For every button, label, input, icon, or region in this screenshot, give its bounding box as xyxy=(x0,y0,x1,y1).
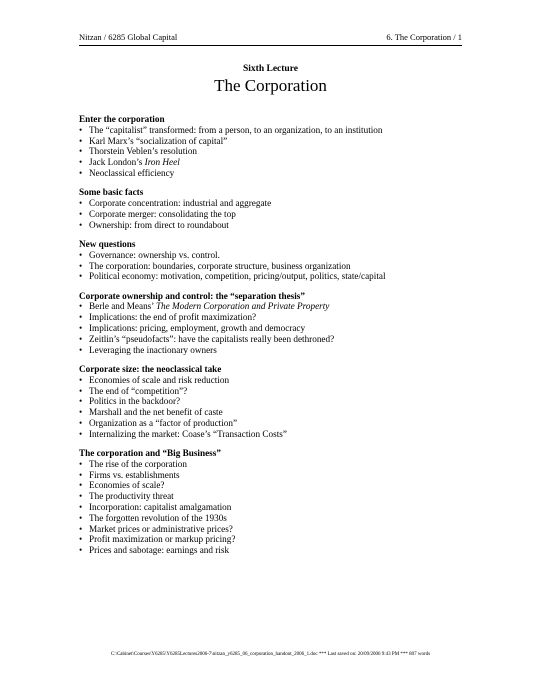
bullet-icon: • xyxy=(79,301,83,312)
bullet-list xyxy=(79,301,469,355)
bullet-icon: • xyxy=(79,374,83,385)
bullet-item xyxy=(79,480,469,491)
bullet-text: Organization as a “factor of production” xyxy=(89,417,238,428)
bullet-icon: • xyxy=(79,323,83,334)
header-page-label: 6. The Corporation / 1 xyxy=(386,32,462,42)
bullet-icon: • xyxy=(79,545,83,556)
bullet-text: Economies of scale and risk reduction xyxy=(89,374,230,385)
bullet-icon: • xyxy=(79,512,83,523)
bullet-list xyxy=(79,375,469,440)
bullet-text: Corporate concentration: industrial and aggregate xyxy=(89,198,272,209)
outline-section xyxy=(79,364,469,440)
bullet-list xyxy=(79,250,469,282)
bullet-icon: • xyxy=(79,157,83,168)
section-heading: The corporation and “Big Business” xyxy=(79,448,221,459)
bullet-icon: • xyxy=(79,469,83,480)
bullet-text: The “capitalist” transformed: from a person, to an organization, to an institution xyxy=(89,124,383,135)
bullet-text: Economies of scale? xyxy=(89,480,165,491)
bullet-icon: • xyxy=(79,534,83,545)
bullet-list xyxy=(79,198,469,230)
bullet-item xyxy=(79,375,469,386)
bullet-item xyxy=(79,250,469,261)
outline-section xyxy=(79,114,469,179)
bullet-text: The productivity threat xyxy=(89,491,174,502)
bullet-icon: • xyxy=(79,428,83,439)
bullet-item xyxy=(79,125,469,136)
bullet-item xyxy=(79,470,469,481)
bullet-text: The end of “competition”? xyxy=(89,385,188,396)
bullet-text: Corporate merger: consolidating the top xyxy=(89,208,236,219)
page-header xyxy=(79,31,462,46)
bullet-text: Karl Marx’s “socialization of capital” xyxy=(89,135,228,146)
bullet-icon: • xyxy=(79,219,83,230)
bullet-icon: • xyxy=(79,523,83,534)
page-title: The Corporation xyxy=(214,76,327,95)
bullet-text: Ownership: from direct to roundabout xyxy=(89,219,229,230)
bullet-icon: • xyxy=(79,124,83,135)
italic-title-text: Iron Heel xyxy=(144,157,180,168)
bullet-text: Berle and Means’ xyxy=(89,301,156,312)
bullet-icon: • xyxy=(79,312,83,323)
bullet-item xyxy=(79,459,469,470)
outline-section xyxy=(79,291,469,356)
bullet-item xyxy=(79,334,469,345)
bullet-text: Political economy: motivation, competition, pricing/output, politics, state/capital xyxy=(89,271,386,282)
bullet-text: The forgotten revolution of the 1930s xyxy=(89,512,227,523)
bullet-text: Neoclassical efficiency xyxy=(89,167,175,178)
bullet-text: Firms vs. establishments xyxy=(89,469,180,480)
bullet-text: The rise of the corporation xyxy=(89,458,187,469)
italic-title-text: The Modern Corporation and Private Property xyxy=(155,301,330,312)
bullet-item xyxy=(79,534,469,545)
section-heading: Enter the corporation xyxy=(79,114,165,124)
outline-section xyxy=(79,187,469,230)
bullet-item xyxy=(79,491,469,502)
header-course: Nitzan / 6285 Global Capital xyxy=(79,32,178,42)
bullet-icon: • xyxy=(79,344,83,355)
bullet-item xyxy=(79,271,469,282)
bullet-icon: • xyxy=(79,385,83,396)
bullet-item xyxy=(79,418,469,429)
bullet-item xyxy=(79,407,469,418)
bullet-text: Jack London’s xyxy=(89,157,145,168)
bullet-item xyxy=(79,146,469,157)
bullet-icon: • xyxy=(79,458,83,469)
bullet-text: Internalizing the market: Coase’s “Transaction Costs” xyxy=(89,428,287,439)
bullet-text: Politics in the backdoor? xyxy=(89,396,181,407)
bullet-item xyxy=(79,429,469,440)
section-heading: Some basic facts xyxy=(79,187,144,198)
bullet-icon: • xyxy=(79,198,83,209)
bullet-text: Thorstein Veblen’s resolution xyxy=(89,146,198,157)
bullet-icon: • xyxy=(79,417,83,428)
section-heading: Corporate ownership and control: the “separation thesis” xyxy=(79,290,305,301)
bullet-item xyxy=(79,220,469,231)
outline-section xyxy=(79,448,469,556)
bullet-icon: • xyxy=(79,260,83,271)
bullet-item xyxy=(79,345,469,356)
bullet-text: Implications: pricing, employment, growth and democracy xyxy=(89,323,306,334)
bullet-text: Implications: the end of profit maximization? xyxy=(89,312,257,323)
bullet-text: Marshall and the net benefit of caste xyxy=(89,407,223,418)
bullet-item xyxy=(79,323,469,334)
bullet-item xyxy=(79,168,469,179)
bullet-item xyxy=(79,136,469,147)
bullet-item xyxy=(79,545,469,556)
section-heading: New questions xyxy=(79,238,136,249)
bullet-icon: • xyxy=(79,333,83,344)
bullet-item xyxy=(79,513,469,524)
outline-section xyxy=(79,239,469,282)
bullet-icon: • xyxy=(79,146,83,157)
bullet-text: Leveraging the inactionary owners xyxy=(89,344,217,355)
bullet-item xyxy=(79,524,469,535)
lecture-outline xyxy=(79,114,469,564)
bullet-icon: • xyxy=(79,480,83,491)
lecture-subtitle: Sixth Lecture xyxy=(243,64,298,74)
bullet-list xyxy=(79,459,469,556)
bullet-text: Zeitlin’s “pseudofacts”: have the capitalists really been dethroned? xyxy=(89,333,335,344)
bullet-item xyxy=(79,502,469,513)
bullet-text: Incorporation: capitalist amalgamation xyxy=(89,502,232,512)
bullet-icon: • xyxy=(79,396,83,407)
bullet-icon: • xyxy=(79,167,83,178)
bullet-item xyxy=(79,209,469,220)
title-block xyxy=(0,63,541,96)
bullet-item xyxy=(79,198,469,209)
bullet-text: Prices and sabotage: earnings and risk xyxy=(89,545,230,556)
bullet-item xyxy=(79,396,469,407)
bullet-icon: • xyxy=(79,491,83,502)
file-path-footer: C:\Cabinet\Courses\Y6285\Y6285Lectures2006-7\nitzan_y6285_06_corporation_handout_2006_1.doc *** Last saved on: 20/09/2006 9:43 PM *** 807 words xyxy=(110,652,431,657)
bullet-text: The corporation: boundaries, corporate structure, business organization xyxy=(89,260,351,271)
bullet-icon: • xyxy=(79,208,83,219)
bullet-icon: • xyxy=(79,271,83,282)
bullet-list xyxy=(79,125,469,179)
bullet-icon: • xyxy=(79,502,83,512)
section-heading: Corporate size: the neoclassical take xyxy=(79,363,222,374)
bullet-item xyxy=(79,157,469,168)
bullet-icon: • xyxy=(79,407,83,418)
bullet-text: Market prices or administrative prices? xyxy=(89,523,233,534)
bullet-icon: • xyxy=(79,135,83,146)
bullet-item xyxy=(79,301,469,312)
bullet-item xyxy=(79,312,469,323)
bullet-icon: • xyxy=(79,249,83,260)
bullet-text: Governance: ownership vs. control. xyxy=(89,249,220,260)
bullet-item xyxy=(79,386,469,397)
bullet-item xyxy=(79,261,469,272)
bullet-text: Profit maximization or markup pricing? xyxy=(89,534,236,545)
